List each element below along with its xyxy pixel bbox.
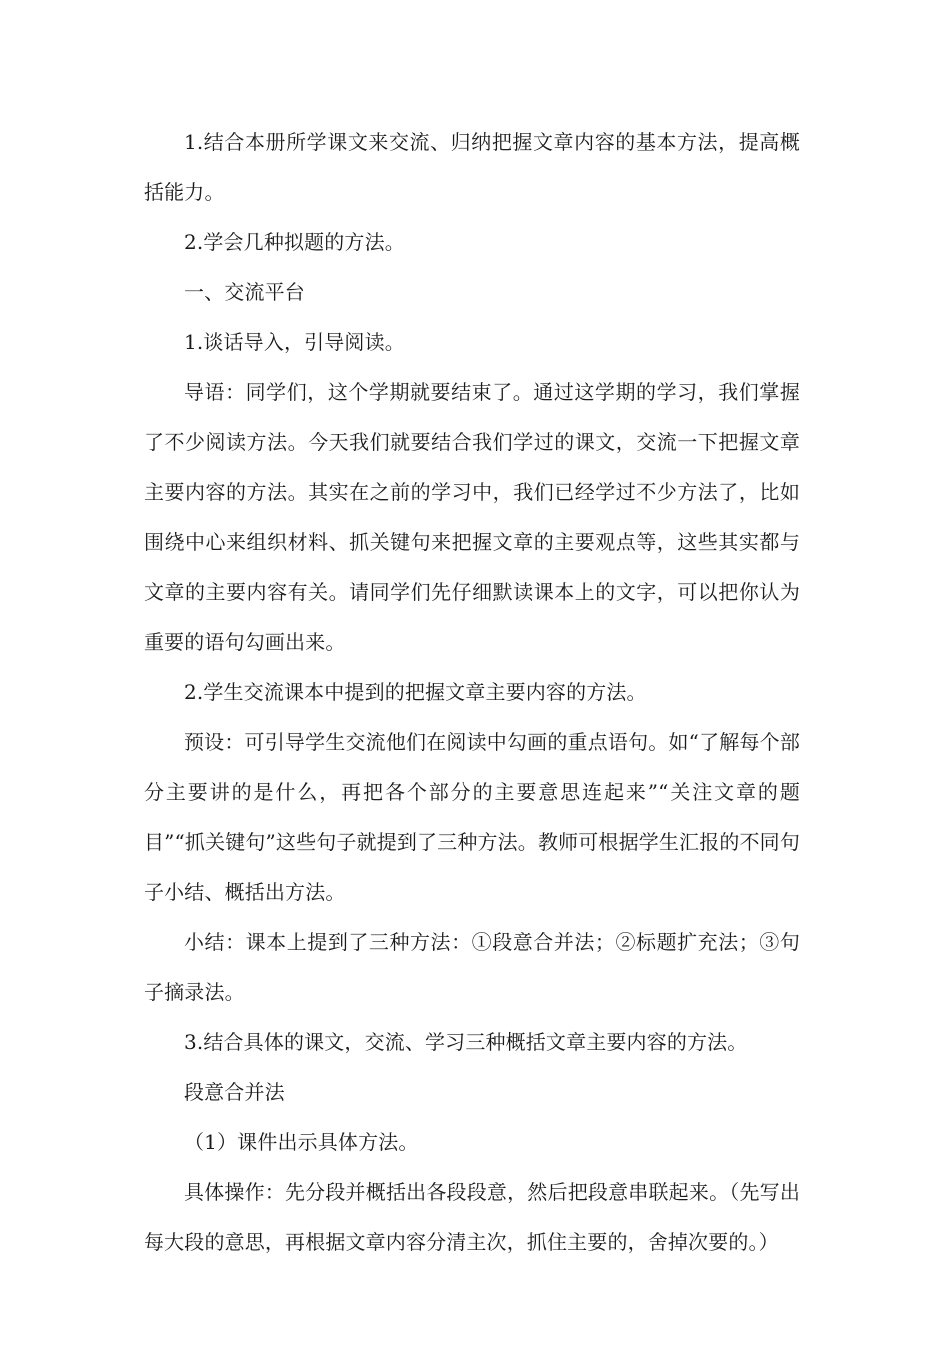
preset-paragraph: 预设：可引导学生交流他们在阅读中勾画的重点语句。如“了解每个部分主要讲的是什么，再把各个部分的主要意思连起来”“关注文章的题目”“抓关键句”这些句子就提到了三种方法。教师可根据学生汇报的不同句子小结、概括出方法。: [144, 730, 800, 904]
summary-paragraph: 小结：课本上提到了三种方法：①段意合并法；②标题扩充法；③句子摘录法。: [144, 930, 800, 1004]
operation-paragraph: 具体操作：先分段并概括出各段段意，然后把段意串联起来。（先写出每大段的意思，再根据文章内容分清主次，抓住主要的，舍掉次要的。）: [144, 1180, 800, 1254]
step-2-heading: 2.学生交流课本中提到的把握文章主要内容的方法。: [184, 680, 647, 704]
courseware-step-1: （1）课件出示具体方法。: [184, 1130, 419, 1154]
method-heading-paragraph-merge: 段意合并法: [184, 1080, 285, 1104]
step-3-heading: 3.结合具体的课文，交流、学习三种概括文章主要内容的方法。: [184, 1030, 748, 1054]
document-body: [144, 117, 800, 1267]
intro-speech-paragraph: 导语：同学们，这个学期就要结束了。通过这学期的学习，我们掌握了不少阅读方法。今天我们就要结合我们学过的课文，交流一下把握文章主要内容的方法。其实在之前的学习中，我们已经学过不少方法了，比如围绕中心来组织材料、抓关键句来把握文章的主要观点等，这些其实都与文章的主要内容有关。请同学们先仔细默读课本上的文字，可以把你认为重要的语句勾画出来。: [144, 380, 800, 654]
objective-2: 2.学会几种拟题的方法。: [184, 230, 405, 254]
section-heading-exchange-platform: 一、交流平台: [184, 280, 305, 304]
step-1-heading: 1.谈话导入，引导阅读。: [184, 330, 405, 354]
objective-1: 1.结合本册所学课文来交流、归纳把握文章内容的基本方法，提高概括能力。: [144, 130, 800, 204]
